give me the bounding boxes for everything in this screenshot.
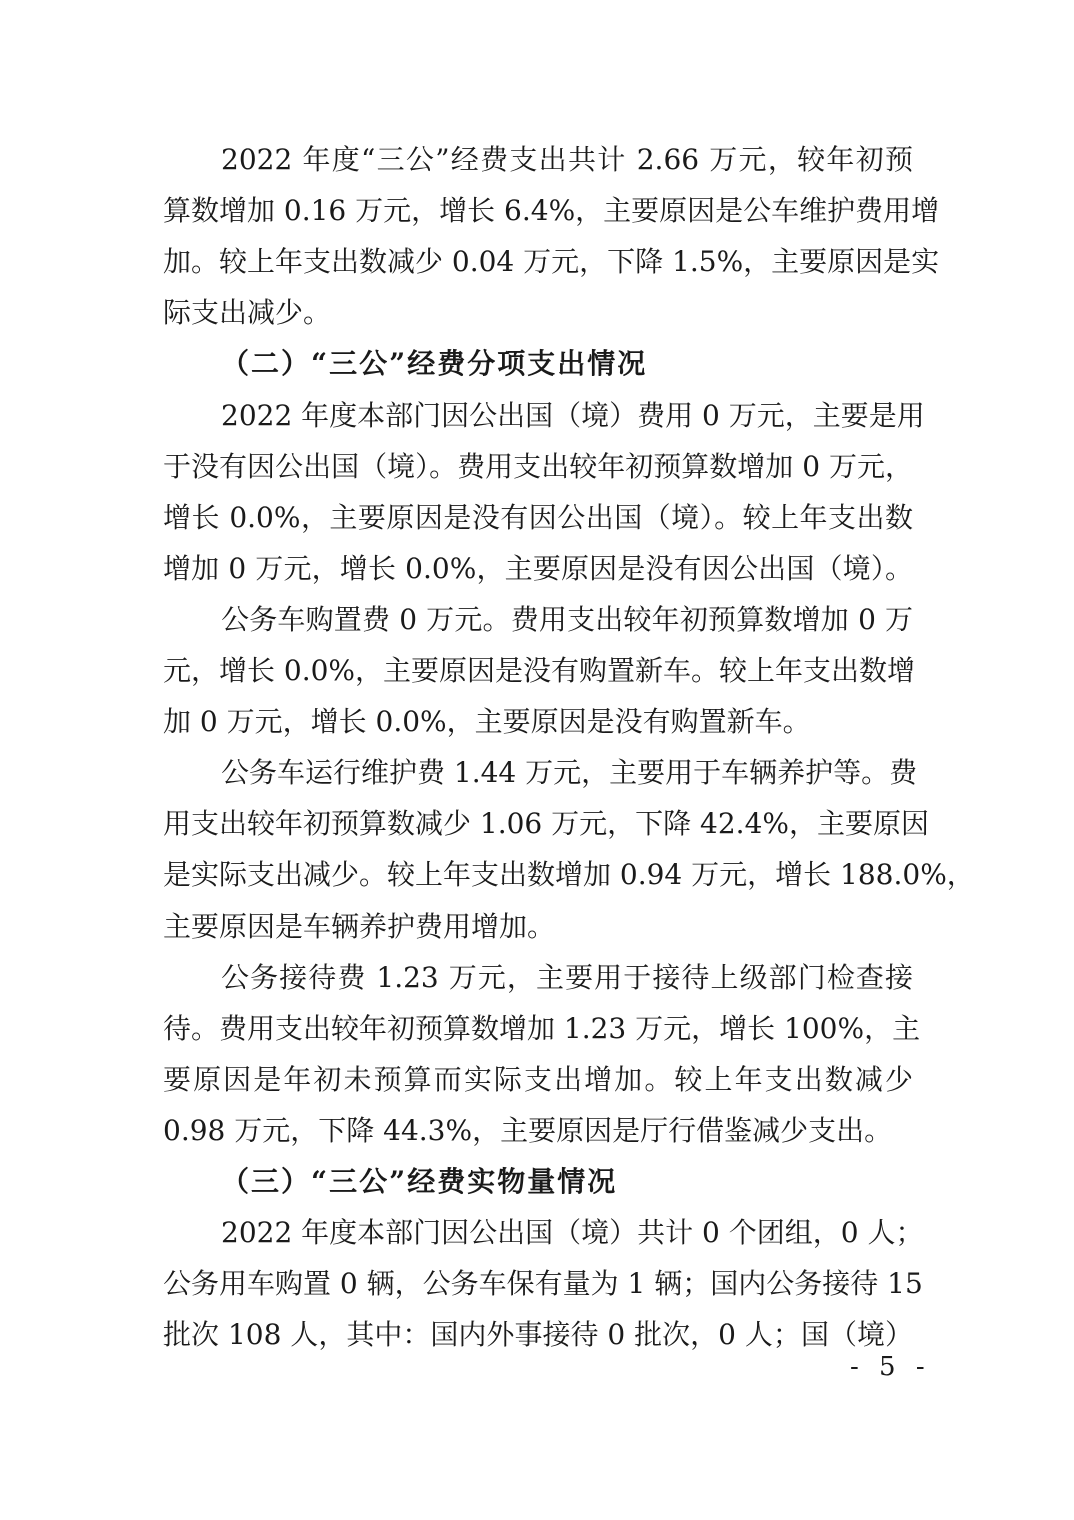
paragraph-line: 要原因是年初未预算而实际支出增加。较上年支出数减少 xyxy=(163,1063,913,1096)
paragraph-line: 于没有因公出国（境）。费用支出较年初预算数增加 0 万元， xyxy=(163,450,913,483)
paragraph-line: 公务车购置费 0 万元。费用支出较年初预算数增加 0 万 xyxy=(221,603,913,636)
paragraph-line: 2022 年度本部门因公出国（境）共计 0 个团组，0 人； xyxy=(221,1216,924,1249)
paragraph-line: 加。较上年支出数减少 0.04 万元，下降 1.5%，主要原因是实 xyxy=(163,245,940,278)
paragraph-line: 是实际支出减少。较上年支出数增加 0.94 万元，增长 188.0%， xyxy=(163,858,975,891)
paragraph-line: 增加 0 万元，增长 0.0%，主要原因是没有因公出国（境）。 xyxy=(163,552,913,585)
paragraph-line: 主要原因是车辆养护费用增加。 xyxy=(163,910,556,943)
section-heading: （三）“三公”经费实物量情况 xyxy=(221,1165,618,1198)
paragraph-line: 待。费用支出较年初预算数增加 1.23 万元，增长 100%，主 xyxy=(163,1012,921,1045)
paragraph-line: 用支出较年初预算数减少 1.06 万元，下降 42.4%，主要原因 xyxy=(163,807,929,840)
page-number: - 5 - xyxy=(850,1352,931,1382)
paragraph-line: 0.98 万元，下降 44.3%，主要原因是厅行借鉴减少支出。 xyxy=(163,1114,893,1147)
paragraph-line: 2022 年度本部门因公出国（境）费用 0 万元，主要是用 xyxy=(221,399,925,432)
paragraph-line: 增长 0.0%，主要原因是没有因公出国（境）。较上年支出数 xyxy=(163,501,913,534)
paragraph-line: 公务用车购置 0 辆，公务车保有量为 1 辆；国内公务接待 15 xyxy=(163,1267,923,1300)
paragraph-line: 公务车运行维护费 1.44 万元，主要用于车辆养护等。费 xyxy=(221,756,918,789)
paragraph-line: 公务接待费 1.23 万元，主要用于接待上级部门检查接 xyxy=(221,961,913,994)
paragraph-line: 元，增长 0.0%，主要原因是没有购置新车。较上年支出数增 xyxy=(163,654,916,687)
paragraph-line: 2022 年度“三公”经费支出共计 2.66 万元，较年初预 xyxy=(221,143,913,176)
paragraph-line: 加 0 万元，增长 0.0%，主要原因是没有购置新车。 xyxy=(163,705,811,738)
section-heading: （二）“三公”经费分项支出情况 xyxy=(221,347,648,380)
paragraph-line: 批次 108 人，其中：国内外事接待 0 批次，0 人；国（境） xyxy=(163,1318,913,1351)
paragraph-line: 际支出减少。 xyxy=(163,296,332,329)
paragraph-line: 算数增加 0.16 万元，增长 6.4%，主要原因是公车维护费用增 xyxy=(163,194,940,227)
